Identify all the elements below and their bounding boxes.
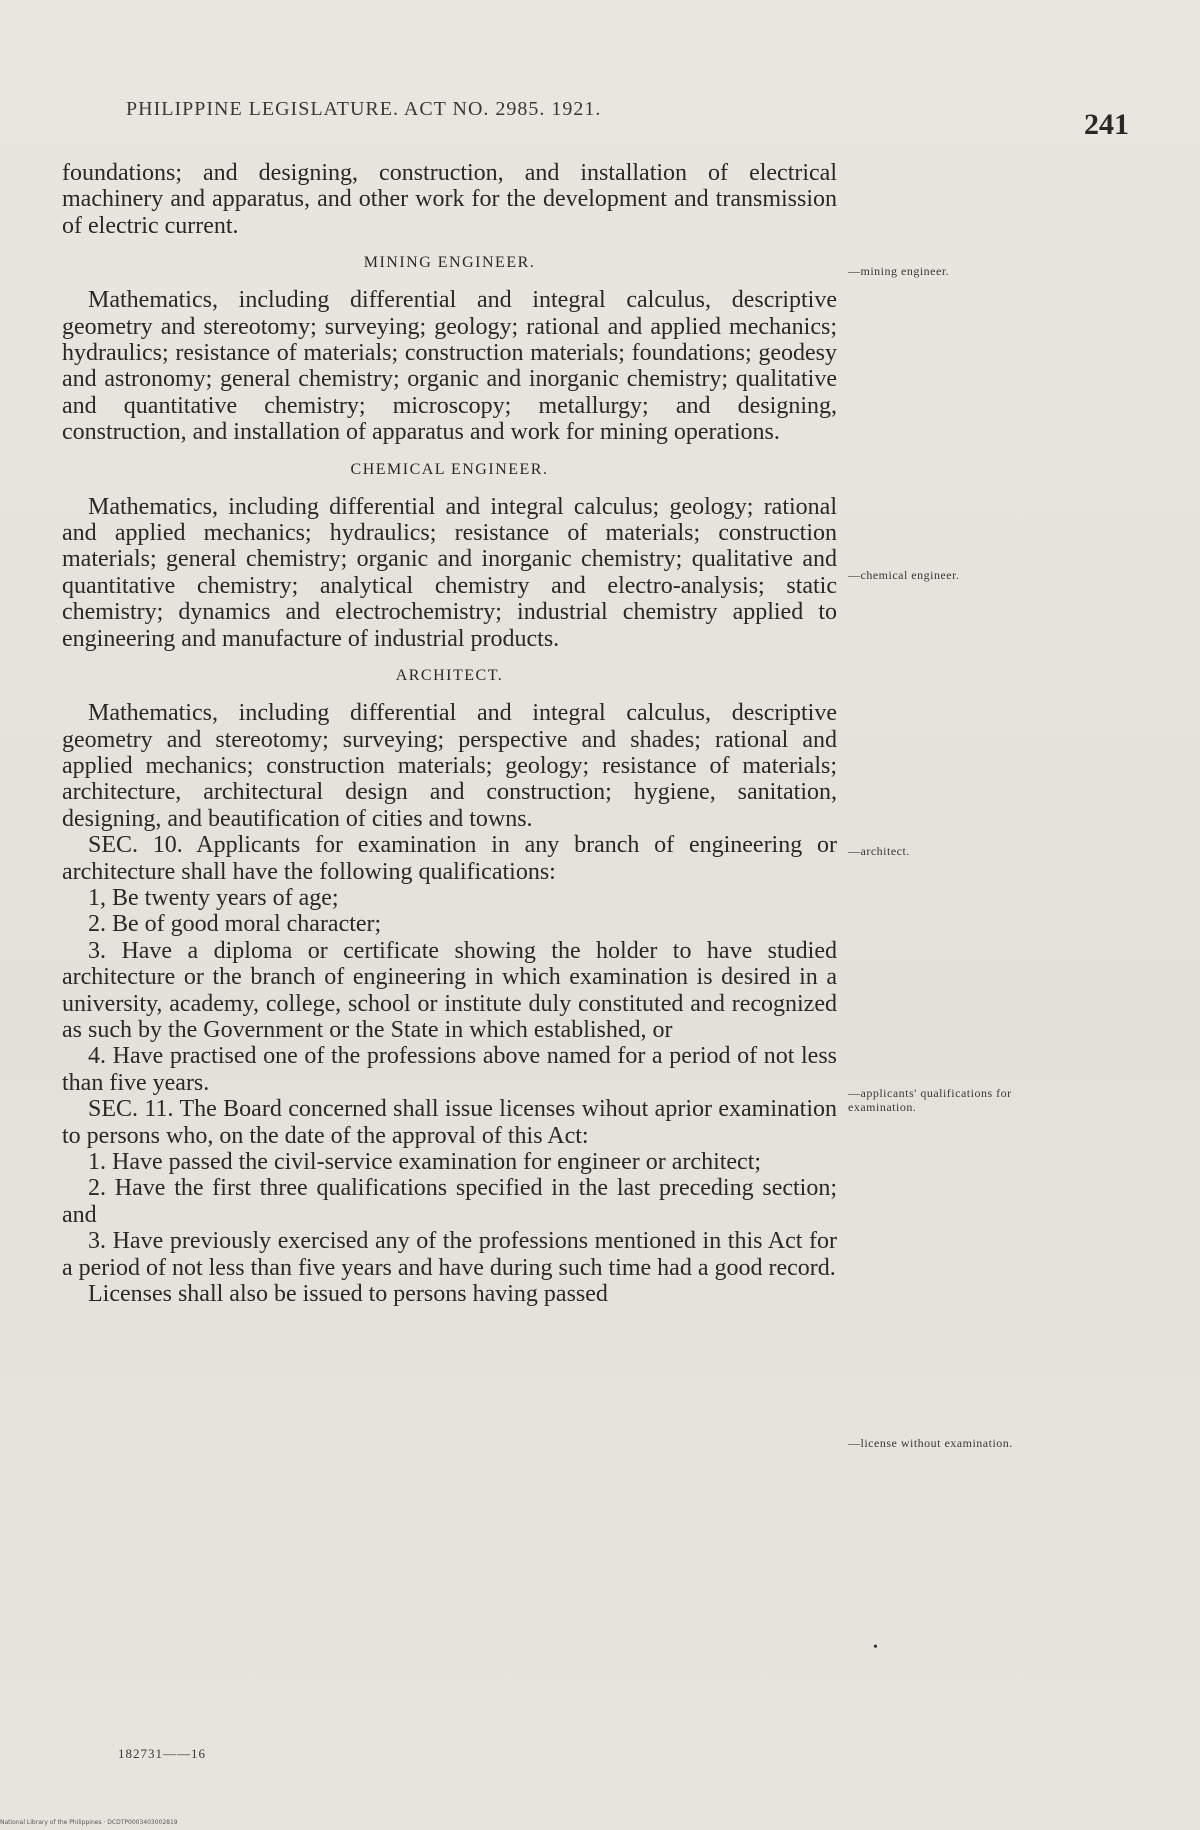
margin-note-mining-engineer: —mining engineer. bbox=[848, 264, 950, 278]
section-11-item-2: 2. Have the first three qualifications specified in the last preceding section; and bbox=[62, 1175, 837, 1228]
licenses-paragraph: Licenses shall also be issued to persons having passed bbox=[88, 1281, 608, 1308]
running-header: PHILIPPINE LEGISLATURE. ACT NO. 2985. 1921. bbox=[126, 98, 602, 120]
section-10-label: SEC. 10. bbox=[88, 832, 183, 859]
scan-provenance: National Library of the Philippines · DCDTP0003403002819 bbox=[0, 1819, 178, 1826]
section-10-item-3: 3. Have a diploma or certificate showing the holder to have studied architecture or the branch of engineering in which examination is desired in a university, academy, college, school or institute duly constituted and recognized as such by the Government or the State in which established, or bbox=[62, 937, 837, 1043]
chemical-engineer-paragraph: Mathematics, including differential and integral calculus; geology; rational and applied mechanics; hydraulics; resistance of materials; construction materials; general chemistry; organic and inorganic chemistry; qualitative and quantitative chemistry; analytical chemistry and electro-analysis; static chemistry; dynamics and electrochemistry; industrial chemistry applied to engineering and manufacture of industrial products. bbox=[62, 493, 837, 652]
section-11-label: SEC. 11. bbox=[88, 1096, 174, 1123]
intro-paragraph: foundations; and designing, construction, and installation of electrical machinery and apparatus, and other work for the development and transmission of electric current. bbox=[62, 160, 837, 239]
print-code: 182731——16 bbox=[118, 1746, 206, 1761]
section-10-item-2: 2. Be of good moral character; bbox=[88, 911, 382, 938]
section-11-item-1: 1. Have passed the civil-service examination for engineer or architect; bbox=[88, 1149, 762, 1175]
margin-note-architect: —architect. bbox=[848, 844, 910, 858]
section-11-item-3: 3. Have previously exercised any of the professions mentioned in this Act for a period of not less than five years and have during such time had a good record. bbox=[62, 1228, 837, 1281]
body-text bbox=[62, 160, 837, 1307]
page-number: 241 bbox=[1084, 108, 1129, 141]
section-11-paragraph bbox=[62, 1096, 837, 1149]
section-10-item-4: 4. Have practised one of the professions above named for a period of not less than five years. bbox=[62, 1043, 837, 1096]
architect-paragraph: Mathematics, including differential and integral calculus, descriptive geometry and stereotomy; surveying; perspective and shades; rational and applied mechanics; construction materials; geology; resistance of materials; architecture, architectural design and construction; hygiene, sanitation, designing, and beautification of cities and towns. bbox=[62, 700, 837, 832]
section-10-text: Applicants for examination in any branch of engineering or architecture shall have the following qualifications: bbox=[62, 832, 837, 885]
section-11-text: The Board concerned shall issue licenses wihout aprior examination to persons who, on the date of the approval of this Act: bbox=[62, 1096, 837, 1149]
margin-note-license-without-examination: —license without examination. bbox=[848, 1436, 1013, 1450]
heading-chemical-engineer: CHEMICAL ENGINEER. bbox=[350, 460, 549, 478]
section-10-item-1: 1, Be twenty years of age; bbox=[88, 884, 339, 911]
stray-dot-mark: • bbox=[873, 1640, 878, 1655]
heading-architect: ARCHITECT. bbox=[395, 667, 504, 685]
section-10-paragraph bbox=[62, 832, 837, 885]
margin-note-chemical-engineer: —chemical engineer. bbox=[848, 568, 960, 582]
margin-note-applicants-qualifications: —applicants' qualifications for examination. bbox=[848, 1086, 1012, 1114]
heading-mining-engineer: MINING ENGINEER. bbox=[363, 254, 536, 272]
mining-engineer-paragraph: Mathematics, including differential and integral calculus, descriptive geometry and stereotomy; surveying; geology; rational and applied mechanics; hydraulics; resistance of materials; construction materials; foundations; geodesy and astronomy; general chemistry; organic and inorganic chemistry; qualitative and quantitative chemistry; microscopy; metallurgy; and designing, construction, and installation of apparatus and work for mining operations. bbox=[62, 287, 837, 446]
